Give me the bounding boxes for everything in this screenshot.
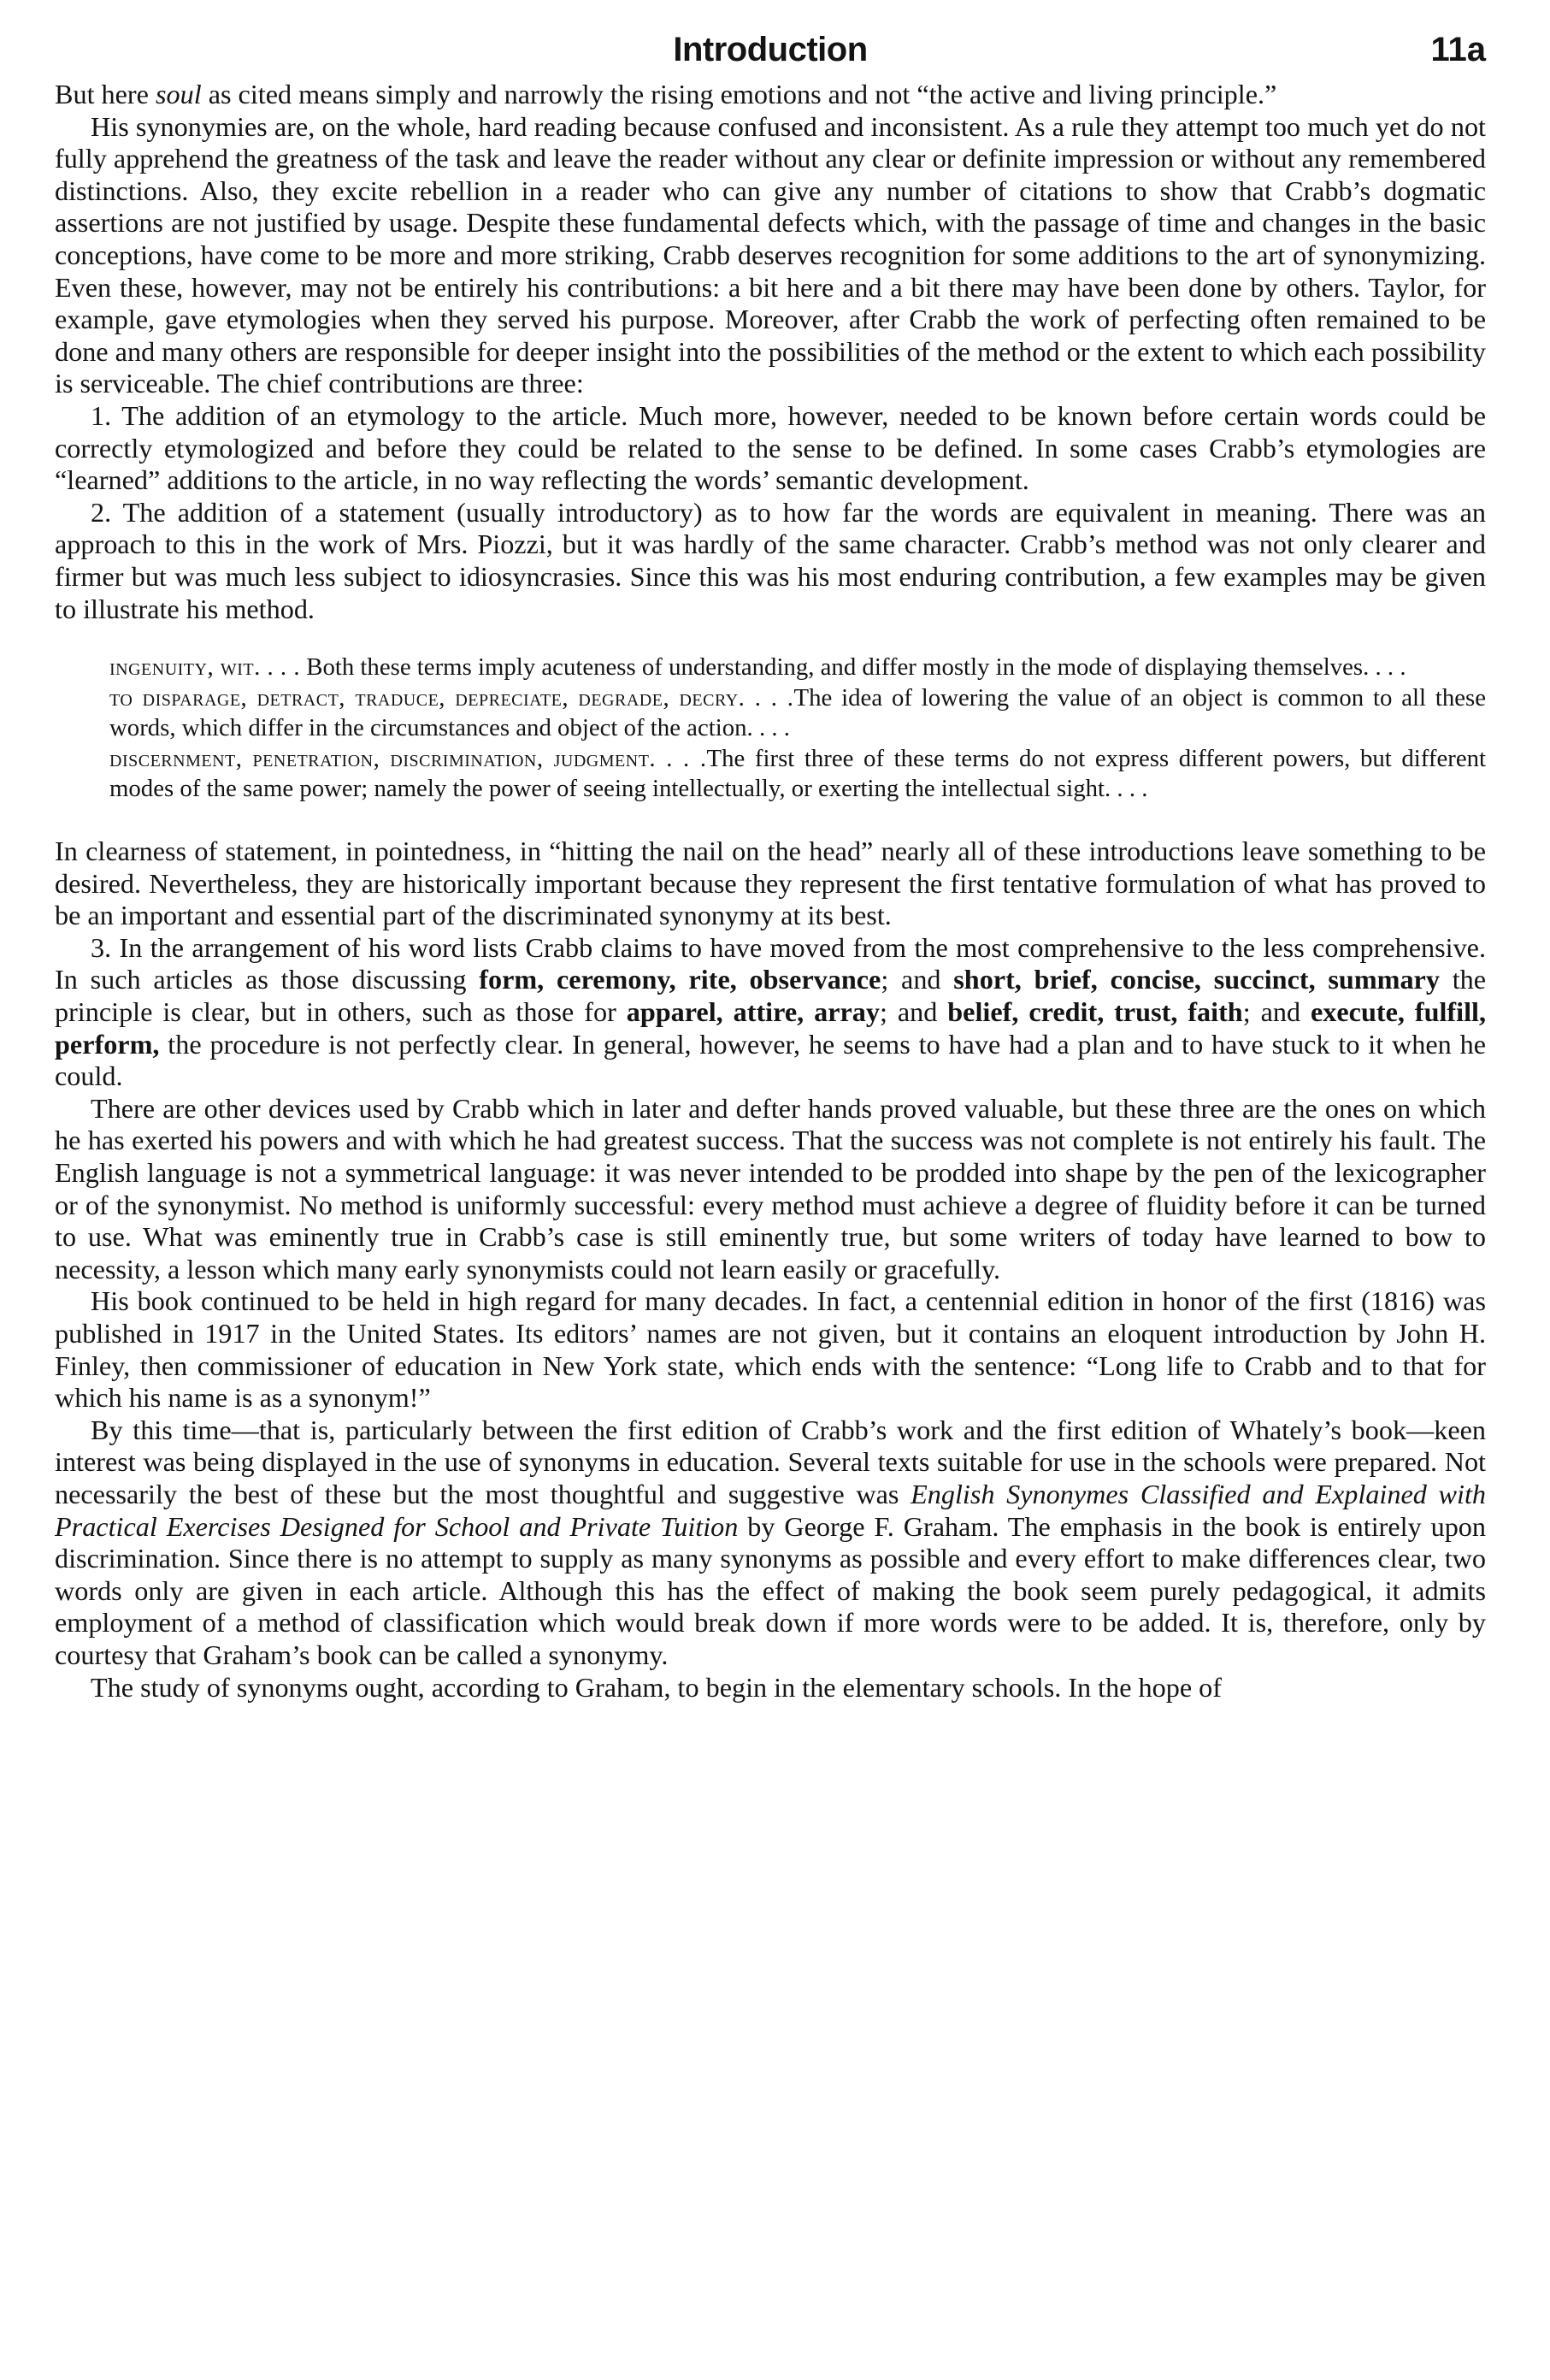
text-run: as cited means simply and narrowly the rising emotions and not “the active and living principle.”	[201, 79, 1277, 109]
text-run: ; and	[881, 964, 954, 995]
book-title: English Synonymes Classified and Explained with Practical Exercises Designed for School and Private Tuition	[55, 1478, 1486, 1542]
quotation-text: Both these terms imply acuteness of understanding, and differ mostly in the mode of displaying themselves. . . .	[300, 653, 1406, 682]
text-run: the principle is clear, but in others, such as those for	[55, 964, 1487, 1028]
paragraph: There are other devices used by Crabb which in later and defter hands proved valuable, but these three are the ones on which he has exerted his powers and with which he had greatest success. That the success was not complete is not entirely his fault. The English language is not a symmetrical language: it was never intended to be prodded into shape by the pen of the lexicographer or of the synonymist. No method is uniformly successful: every method must achieve a degree of fluidity before it can be turned to use. What was eminently true in Crabb’s case is still eminently true, but some writers of today have learned to bow to necessity, a lesson which many early synonymists could not learn easily or gracefully.	[55, 1092, 1486, 1284]
page-number: 11a	[1430, 31, 1486, 68]
paragraph: His synonymies are, on the whole, hard reading because confused and inconsistent. As a rule they attempt too much yet do not fully apprehend the greatness of the task and leave the reader without any clear or definite impression or without any remembered distinctions. Also, they excite rebellion in a reader who can give any number of citations to show that Crabb’s dogmatic assertions are not justified by usage. Despite these fundamental defects which, with the passage of time and changes in the basic conceptions, have come to be more and more striking, Crabb deserves recognition for some additions to the art of synonymizing. Even these, however, may not be entirely his contributions: a bit here and a bit there may have been done by others. Taylor, for example, gave etymologies when they served his purpose. Moreover, after Crabb the work of perfecting often remained to be done and many others are responsible for deeper insight into the possibilities of the method or the extent to which each possibility is serviceable. The chief contributions are three:	[55, 110, 1486, 399]
text-run: by George F. Graham. The emphasis in the book is entirely upon discrimination. Since there is no attempt to supply as many synonyms as possible and every effort to make differences clear, two words only are given in each article. Although this has the effect of making the book seem purely pedagogical, it admits employment of a method of classification which would break down if more words were to be added. It is, therefore, only by courtesy that Graham’s book can be called a synonymy.	[55, 1510, 1486, 1670]
text-run: the procedure is not perfectly clear. In general, however, he seems to have had a plan and to have stuck to it when he could.	[55, 1028, 1486, 1092]
paragraph: In clearness of statement, in pointedness, in “hitting the nail on the head” nearly all of these introductions leave something to be desired. Nevertheless, they are historically important because they represent the first tentative formulation of what has proved to be an important and essential part of the discriminated synonymy at its best.	[55, 836, 1486, 931]
paragraph	[55, 1414, 1486, 1672]
quotation-headwords: discernment, penetration, discrimination, judgment. . . .	[109, 744, 707, 772]
bold-terms: apparel, attire, array	[626, 996, 880, 1028]
quotation	[109, 683, 1486, 744]
page	[55, 22, 1486, 1704]
quotation	[109, 653, 1486, 683]
text-run: 3. In the arrangement of his word lists Crabb claims to have moved from the most comprehensive to the less comprehensive. In such articles as those discussing	[55, 931, 1486, 995]
quotation-headwords: to disparage, detract, traduce, depreciate, degrade, decry. . . .	[109, 683, 794, 712]
list-item-1: 1. The addition of an etymology to the article. Much more, however, needed to be known before certain words could be correctly etymologized and before they could be related to the sense to be defined. In some cases Crabb’s etymologies are “learned” additions to the article, in no way reflecting the words’ semantic development.	[55, 399, 1486, 496]
bold-terms: belief, credit, trust, faith	[947, 996, 1243, 1028]
bold-terms: short, brief, concise, succinct, summary	[953, 964, 1440, 995]
text-run: By this time—that is, particularly between the first edition of Crabb’s work and the first edition of Whately’s book—keen interest was being displayed in the use of synonyms in education. Several texts suitable for use in the schools were prepared. Not necessarily the best of these but the most thoughtful and suggestive was	[55, 1414, 1486, 1509]
bold-terms: form, ceremony, rite, observance	[479, 964, 881, 995]
section-title: Introduction	[673, 31, 868, 68]
text-run: ; and	[1242, 996, 1311, 1028]
running-header	[55, 22, 1486, 72]
quotation-text: The idea of lowering the value of an object is common to all these words, which differ in the circumstances and object of the action. . . .	[109, 683, 1487, 742]
paragraph: The study of synonyms ought, according to Graham, to begin in the elementary schools. In the hope of	[91, 1671, 1222, 1703]
quotation-text: The first three of these terms do not express different powers, but different modes of the same power; namely the power of seeing intellectually, or exerting the intellectual sight. . . .	[109, 744, 1486, 803]
list-item-2: 2. The addition of a statement (usually introductory) as to how far the words are equivalent in meaning. There was an approach to this in the work of Mrs. Piozzi, but it was hardly of the same character. Crabb’s method was not only clearer and firmer but was much less subject to idiosyncrasies. Since this was his most enduring contribution, a few examples may be given to illustrate his method.	[55, 496, 1486, 624]
quotation	[109, 744, 1486, 805]
quotation-headwords: ingenuity, wit. . . .	[109, 653, 301, 682]
text-run: ; and	[879, 996, 948, 1028]
block-quotations	[109, 653, 1486, 805]
paragraph: His book continued to be held in high regard for many decades. In fact, a centennial edition in honor of the first (1816) was published in 1917 in the United States. Its editors’ names are not given, but it contains an eloquent introduction by John H. Finley, then commissioner of education in New York state, which ends with the sentence: “Long life to Crabb and to that for which his name is as a synonym!”	[55, 1285, 1486, 1414]
list-item-3	[55, 932, 1486, 1093]
body-text	[55, 79, 1486, 1704]
text-run: But here	[55, 79, 156, 109]
italic-term: soul	[155, 79, 202, 109]
bold-terms: execute, fulfill, perform,	[55, 996, 1487, 1060]
paragraph	[55, 79, 1486, 111]
